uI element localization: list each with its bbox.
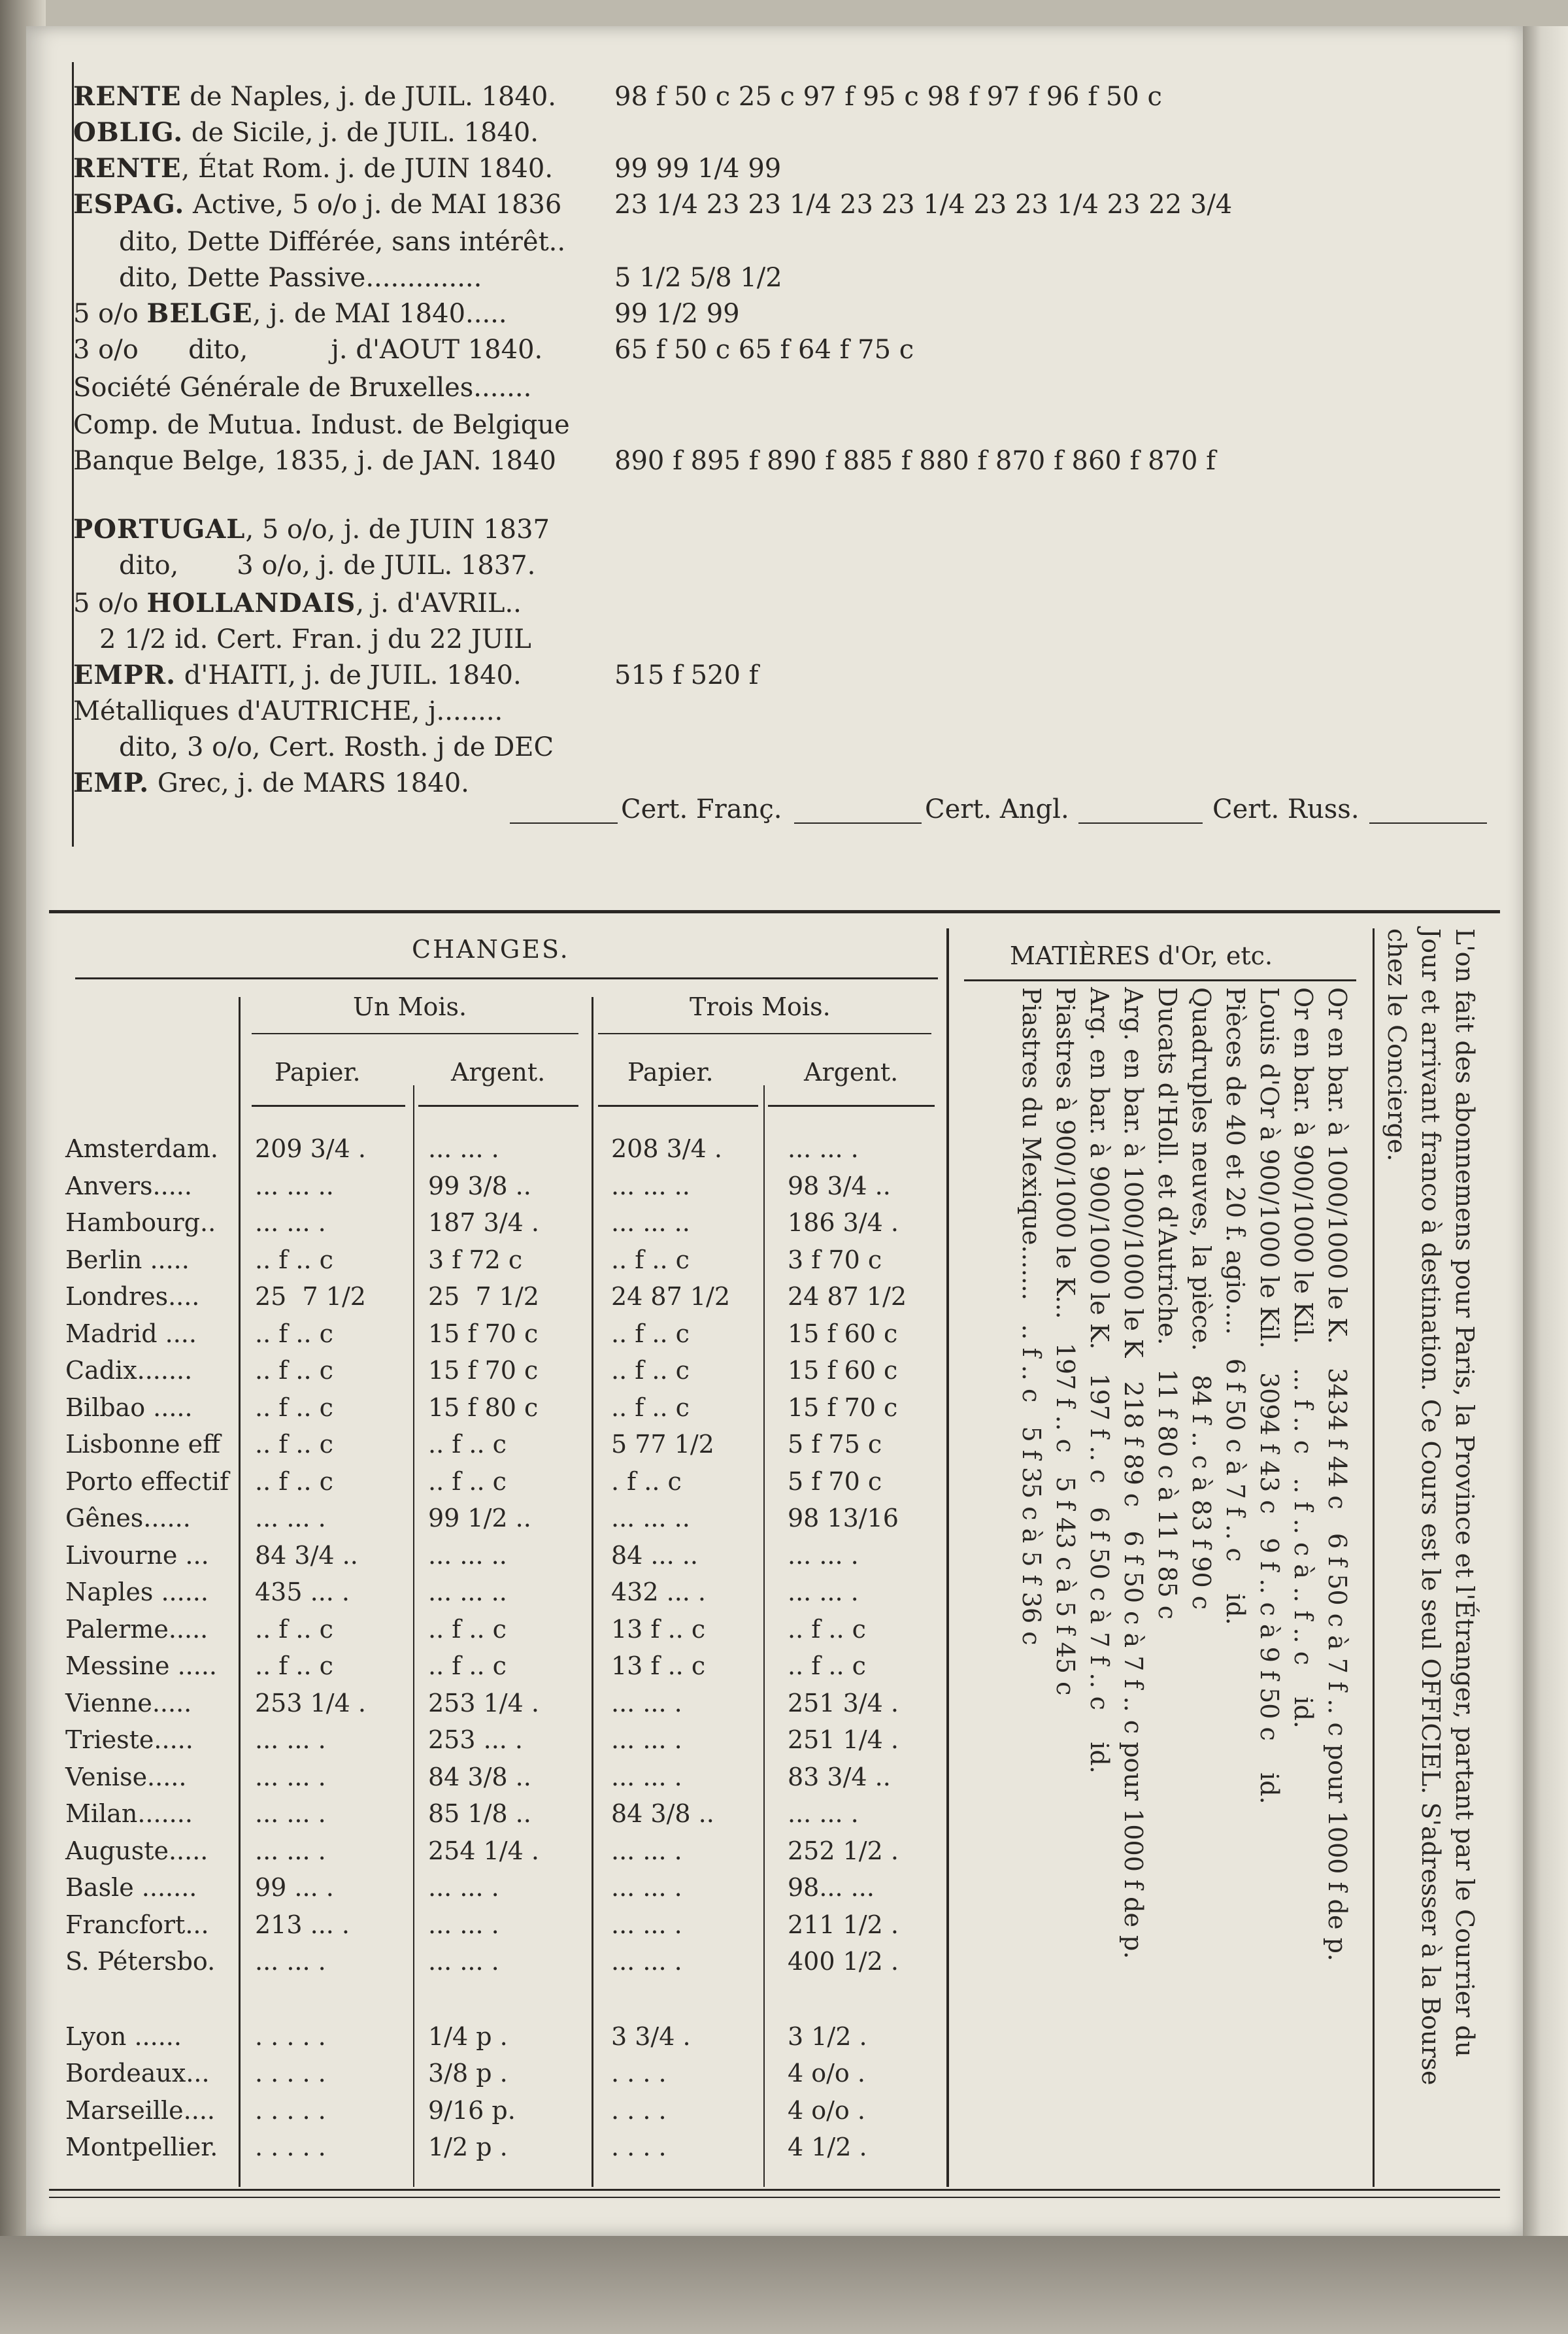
matieres-item: Ducats d'Holl. et d'Autriche. 11 f 80 c à 11 f 85 c [1153, 987, 1182, 1620]
notice-line: L'on fait des abonnemens pour Paris, la Province et l'Étranger, partant par le Courrier du [1450, 928, 1479, 2057]
trois-mois-argent: 5 f 70 c [788, 1466, 882, 1496]
changes-row [65, 2096, 941, 2133]
un-mois-argent: 99 1/2 .. [428, 1504, 531, 1532]
un-mois-argent: 99 3/8 .. [428, 1171, 531, 1200]
changes-row [65, 1245, 941, 1282]
changes-row [65, 2059, 941, 2095]
trois-mois-papier: ... ... . [611, 1873, 682, 1902]
un-mois-papier: .. f .. c [255, 1651, 333, 1680]
trois-mois-papier: . . . . [611, 2095, 667, 2125]
trois-mois-argent: 3 1/2 . [788, 2021, 867, 2051]
trois-mois-papier: ... ... . [611, 1836, 682, 1865]
col-rule-2 [418, 1105, 578, 1107]
changes-row [65, 1799, 941, 1836]
un-mois-papier: ... ... . [255, 1836, 326, 1865]
changes-row [65, 1282, 941, 1319]
trois-mois-argent: 251 3/4 . [788, 1688, 899, 1717]
un-mois-argent: 254 1/4 . [428, 1836, 539, 1865]
rente-label: Métalliques d'AUTRICHE, j........ [73, 696, 503, 726]
un-mois-papier: 435 ... . [255, 1578, 350, 1606]
rente-value: 23 1/4 23 23 1/4 23 23 1/4 23 23 1/4 23 22 3/4 [614, 190, 1233, 220]
changes-city: Milan....... [65, 1799, 193, 1828]
un-mois-papier: ... ... . [255, 1725, 326, 1754]
rente-label: RENTE de Naples, j. de JUIL. 1840. [73, 81, 557, 112]
section-divider [49, 910, 1500, 913]
changes-row [65, 1947, 941, 1984]
changes-city: Londres.... [65, 1282, 200, 1311]
changes-city: Porto effectif [65, 1466, 229, 1496]
trois-mois-papier: ... ... .. [611, 1171, 690, 1200]
un-mois-papier: . . . . . [255, 2021, 326, 2051]
rente-value: 99 99 1/4 99 [614, 154, 782, 184]
changes-row [65, 1763, 941, 1799]
un-mois-argent: ... ... . [428, 1873, 499, 1902]
un-mois-papier: ... ... .. [255, 1171, 334, 1200]
bottom-rule-1 [49, 2189, 1500, 2191]
un-mois-papier: .. f .. c [255, 1245, 333, 1274]
changes-rule [75, 977, 938, 979]
un-mois-papier: .. f .. c [255, 1614, 333, 1644]
trois-mois-argent: ... ... . [788, 1799, 859, 1828]
changes-row [65, 1651, 941, 1688]
changes-city: Lyon ...... [65, 2021, 182, 2051]
trois-mois-argent: 4 1/2 . [788, 2133, 867, 2161]
trois-mois-argent: ... ... . [788, 1134, 859, 1163]
un-mois-argent: 15 f 70 c [428, 1319, 539, 1348]
changes-row [65, 1393, 941, 1430]
rente-value: 65 f 50 c 65 f 64 f 75 c [614, 335, 914, 365]
trois-mois-papier: ... ... .. [611, 1504, 690, 1532]
changes-row [65, 1578, 941, 1614]
cert-franc-blank [510, 822, 618, 824]
un-mois-papier: ... ... . [255, 1799, 326, 1828]
changes-row [65, 1172, 941, 1208]
trois-mois-argent: 83 3/4 .. [788, 1762, 891, 1791]
rente-label: Banque Belge, 1835, j. de JAN. 1840 [73, 446, 556, 476]
rente-keyword: HOLLANDAIS [146, 588, 356, 618]
changes-city: Vienne..... [65, 1688, 192, 1717]
changes-row [65, 1134, 941, 1171]
trois-mois-papier: . . . . [611, 2059, 667, 2088]
changes-city: Cadix....... [65, 1356, 193, 1385]
trois-mois-argent: 98... ... [788, 1873, 875, 1902]
col-divider-f [1373, 928, 1375, 2187]
trois-mois-argent: ... ... . [788, 1540, 859, 1570]
cert-russ-label: Cert. Russ. [1212, 794, 1359, 824]
matieres-item: Or en bar. à 1000/1000 le K. 3434 f 44 c 6 f 50 c à 7 f .. c pour 1000 f de p. [1323, 987, 1352, 1961]
rente-keyword: OBLIG. [73, 117, 184, 148]
trois-mois-argent: 186 3/4 . [788, 1208, 899, 1237]
changes-city: Marseille.... [65, 2095, 215, 2125]
changes-city: Livourne ... [65, 1540, 209, 1570]
trois-mois-papier: .. f .. c [611, 1319, 690, 1348]
un-mois-papier: . . . . . [255, 2059, 326, 2088]
trois-mois-papier: 208 3/4 . [611, 1134, 722, 1163]
changes-city: Messine ..... [65, 1651, 217, 1680]
un-mois-argent: 3 f 72 c [428, 1245, 523, 1274]
trois-mois-argent: 98 13/16 [788, 1504, 899, 1532]
un-mois-papier: .. f .. c [255, 1319, 333, 1348]
rente-label: 3 o/o dito, j. d'AOUT 1840. [73, 335, 543, 365]
trois-mois-argent: 252 1/2 . [788, 1836, 899, 1865]
un-mois-papier: 209 3/4 . [255, 1134, 366, 1163]
un-mois-papier: .. f .. c [255, 1393, 333, 1422]
trois-mois-papier: 13 f .. c [611, 1651, 706, 1680]
trois-mois-argent: 211 1/2 . [788, 1910, 899, 1939]
un-mois-papier: ... ... . [255, 1762, 326, 1791]
rente-label: EMPR. d'HAITI, j. de JUIL. 1840. [73, 660, 522, 690]
trois-mois-papier: . . . . [611, 2133, 667, 2161]
un-mois-argent: 9/16 p. [428, 2095, 516, 2125]
changes-row [65, 1910, 941, 1947]
facing-page-edge [1523, 26, 1568, 2262]
un-mois-argent: .. f .. c [428, 1466, 507, 1496]
cert-end-blank [1369, 822, 1487, 824]
un-mois-argent: .. f .. c [428, 1614, 507, 1644]
changes-row [65, 2133, 941, 2169]
un-mois-argent: 3/8 p . [428, 2059, 508, 2088]
changes-row [65, 1504, 941, 1540]
un-mois-argent: 1/2 p . [428, 2133, 508, 2161]
un-mois-papier: .. f .. c [255, 1466, 333, 1496]
changes-city: Gênes...... [65, 1504, 191, 1532]
un-mois-papier: . . . . . [255, 2133, 326, 2161]
rente-keyword: EMPR. [73, 660, 176, 690]
rente-value: 890 f 895 f 890 f 885 f 880 f 870 f 860 f 870 f [614, 446, 1216, 476]
cert-franc-label: Cert. Franç. [621, 794, 782, 824]
matieres-item: Piastres à 900/1000 le K... 197 f .. c 5 f 43 c à 5 f 45 c [1051, 987, 1080, 1696]
un-mois-papier: .. f .. c [255, 1430, 333, 1459]
rente-value: 99 1/2 99 [614, 299, 740, 329]
changes-row [65, 1541, 941, 1578]
rente-label: ESPAG. Active, 5 o/o j. de MAI 1836 [73, 189, 562, 220]
page-bottom-edge [0, 2236, 1568, 2334]
changes-city: Amsterdam. [65, 1134, 218, 1163]
changes-city: Madrid .... [65, 1319, 197, 1348]
un-mois-argent: 25 7 1/2 [428, 1282, 539, 1311]
papier-header-3: Papier. [627, 1058, 714, 1087]
col-divider-e [946, 928, 949, 2187]
rente-label: dito, 3 o/o, j. de JUIL. 1837. [119, 550, 536, 581]
un-mois-papier: .. f .. c [255, 1356, 333, 1385]
col-rule-4 [768, 1105, 935, 1107]
rente-keyword: ESPAG. [73, 189, 185, 220]
col-rule-3 [598, 1105, 758, 1107]
changes-row [65, 1467, 941, 1504]
matieres-item: Louis d'Or à 900/1000 le Kil. 3094 f 43 c 9 f .. c à 9 f 50 c id. [1255, 987, 1284, 1804]
un-mois-papier: . . . . . [255, 2095, 326, 2125]
matieres-item: Quadruples neuves, la pièce. 84 f .. c à 83 f 90 c [1187, 987, 1216, 1610]
trois-mois-papier: ... ... . [611, 1910, 682, 1939]
matieres-item: Or en bar. à 900/1000 le Kil. ... f .. c .. f .. c à .. f .. c id. [1289, 987, 1318, 1729]
trois-mois-papier: 432 ... . [611, 1578, 707, 1606]
un-mois-header: Un Mois. [353, 992, 467, 1021]
matieres-item: Arg. en bar. à 1000/1000 le K 218 f 89 c 6 f 50 c à 7 f .. c pour 1000 f de p. [1119, 987, 1148, 1959]
trois-mois-papier: ... ... .. [611, 1208, 690, 1237]
trois-mois-papier: 84 3/8 .. [611, 1799, 714, 1828]
changes-row [65, 1836, 941, 1873]
matieres-title: MATIÈRES d'Or, etc. [1010, 941, 1273, 970]
un-mois-argent: ... ... .. [428, 1540, 507, 1570]
changes-city: Bilbao ..... [65, 1393, 193, 1422]
un-mois-argent: ... ... . [428, 1134, 499, 1163]
rente-label: RENTE, État Rom. j. de JUIN 1840. [73, 153, 554, 184]
changes-city: Bordeaux... [65, 2059, 210, 2088]
trois-mois-argent: .. f .. c [788, 1651, 866, 1680]
changes-city: Francfort... [65, 1910, 209, 1939]
trois-mois-argent: ... ... . [788, 1578, 859, 1606]
changes-city: Trieste..... [65, 1725, 193, 1754]
changes-row [65, 1356, 941, 1393]
trois-mois-argent: 5 f 75 c [788, 1430, 882, 1459]
un-mois-argent: .. f .. c [428, 1651, 507, 1680]
matieres-item: Pièces de 40 et 20 f. agio.... 6 f 50 c à 7 f .. c id. [1221, 987, 1250, 1625]
trois-mois-papier: ... ... . [611, 1947, 682, 1976]
changes-city: Berlin ..... [65, 1245, 190, 1274]
trois-mois-argent: .. f .. c [788, 1614, 866, 1644]
trois-mois-papier: . f .. c [611, 1466, 682, 1496]
rente-value: 515 f 520 f [614, 660, 759, 690]
bottom-rule-2 [49, 2197, 1500, 2198]
trois-mois-papier: 13 f .. c [611, 1614, 706, 1644]
trois-mois-papier: 24 87 1/2 [611, 1282, 731, 1311]
un-mois-argent: 15 f 80 c [428, 1393, 539, 1422]
changes-row [65, 1689, 941, 1725]
rente-label: Comp. de Mutua. Indust. de Belgique [73, 410, 570, 440]
rente-label: Société Générale de Bruxelles....... [73, 373, 532, 403]
rente-keyword: RENTE [73, 81, 182, 112]
trois-mois-argent: 15 f 70 c [788, 1393, 898, 1422]
trois-mois-papier: .. f .. c [611, 1245, 690, 1274]
trois-mois-argent: 15 f 60 c [788, 1319, 898, 1348]
un-mois-papier: ... ... . [255, 1947, 326, 1976]
rente-label: 2 1/2 id. Cert. Fran. j du 22 JUIL [99, 624, 531, 654]
rente-label: EMP. Grec, j. de MARS 1840. [73, 768, 469, 798]
trois-mois-argent: 251 1/4 . [788, 1725, 899, 1754]
changes-row [65, 1873, 941, 1910]
changes-row [65, 2022, 941, 2059]
trois-mois-papier: 5 77 1/2 [611, 1430, 714, 1459]
trois-mois-argent: 400 1/2 . [788, 1947, 899, 1976]
trois-mois-papier: ... ... . [611, 1725, 682, 1754]
trois-mois-argent: 98 3/4 .. [788, 1171, 891, 1200]
changes-city: Anvers..... [65, 1171, 192, 1200]
un-mois-argent: 253 ... . [428, 1725, 524, 1754]
rente-label: OBLIG. de Sicile, j. de JUIL. 1840. [73, 117, 539, 148]
changes-city: Lisbonne eff [65, 1430, 221, 1459]
rente-value: 5 1/2 5/8 1/2 [614, 263, 782, 293]
un-mois-papier: 253 1/4 . [255, 1688, 366, 1717]
trois-mois-papier: 3 3/4 . [611, 2021, 691, 2051]
trois-mois-rule [598, 1033, 931, 1034]
argent-header-3: Argent. [804, 1058, 899, 1087]
rente-keyword: RENTE [73, 153, 182, 184]
un-mois-argent: 1/4 p . [428, 2021, 508, 2051]
papier-header-1: Papier. [275, 1058, 361, 1087]
rente-label: dito, Dette Différée, sans intérêt.. [119, 227, 566, 257]
rente-label: 5 o/o BELGE, j. de MAI 1840..... [73, 298, 507, 329]
trois-mois-argent: 24 87 1/2 [788, 1282, 907, 1311]
un-mois-argent: 253 1/4 . [428, 1688, 539, 1717]
un-mois-argent: ... ... .. [428, 1578, 507, 1606]
rente-label: dito, Dette Passive.............. [119, 263, 482, 293]
un-mois-argent: 15 f 70 c [428, 1356, 539, 1385]
un-mois-papier: 84 3/4 .. [255, 1540, 358, 1570]
changes-city: Naples ...... [65, 1578, 209, 1606]
un-mois-papier: 213 ... . [255, 1910, 350, 1939]
trois-mois-argent: 4 o/o . [788, 2095, 865, 2125]
rente-label: PORTUGAL, 5 o/o, j. de JUIN 1837 [73, 514, 550, 545]
changes-row [65, 1319, 941, 1356]
un-mois-papier: ... ... . [255, 1504, 326, 1532]
trois-mois-papier: 84 ... .. [611, 1540, 698, 1570]
trois-mois-header: Trois Mois. [690, 992, 831, 1021]
cert-russ-blank [1078, 822, 1203, 824]
notice-line: Jour et arrivant franco à destination. Ce Cours est le seul OFFICIEL. S'adresser à la Bourse [1416, 928, 1445, 2086]
changes-city: Venise..... [65, 1762, 187, 1791]
notice-line: chez le Concierge. [1382, 928, 1411, 1162]
changes-city: S. Pétersbo. [65, 1947, 216, 1976]
rente-value: 98 f 50 c 25 c 97 f 95 c 98 f 97 f 96 f 50 c [614, 82, 1162, 112]
un-mois-argent: ... ... . [428, 1910, 499, 1939]
rente-keyword: PORTUGAL [73, 514, 246, 545]
changes-city: Hambourg.. [65, 1208, 216, 1237]
changes-row [65, 1725, 941, 1762]
un-mois-argent: 85 1/8 .. [428, 1799, 531, 1828]
rente-keyword: BELGE [146, 298, 253, 329]
changes-city: Montpellier. [65, 2133, 218, 2161]
trois-mois-argent: 3 f 70 c [788, 1245, 882, 1274]
matieres-rule [964, 979, 1356, 981]
matieres-item: Piastres du Mexique....... .. f .. c 5 f 35 c à 5 f 36 c [1017, 987, 1046, 1646]
changes-row [65, 1615, 941, 1651]
col-rule-1 [252, 1105, 405, 1107]
changes-city: Auguste..... [65, 1836, 209, 1865]
rente-label: dito, 3 o/o, Cert. Rosth. j de DEC [119, 732, 554, 762]
cert-angl-label: Cert. Angl. [925, 794, 1069, 824]
rente-keyword: EMP. [73, 768, 150, 798]
un-mois-papier: ... ... . [255, 1208, 326, 1237]
un-mois-papier: 25 7 1/2 [255, 1282, 366, 1311]
un-mois-argent: ... ... . [428, 1947, 499, 1976]
trois-mois-argent: 15 f 60 c [788, 1356, 898, 1385]
matieres-item: Arg. en bar. à 900/1000 le K. 197 f .. c 6 f 50 c à 7 f .. c id. [1085, 987, 1114, 1774]
changes-row [65, 1208, 941, 1245]
changes-city: Palerme..... [65, 1614, 209, 1644]
trois-mois-papier: .. f .. c [611, 1356, 690, 1385]
changes-city: Basle ....... [65, 1873, 197, 1902]
trois-mois-papier: ... ... . [611, 1688, 682, 1717]
un-mois-argent: 84 3/8 .. [428, 1762, 531, 1791]
un-mois-argent: .. f .. c [428, 1430, 507, 1459]
changes-row [65, 1430, 941, 1466]
cert-angl-blank [794, 822, 922, 824]
trois-mois-argent: 4 o/o . [788, 2059, 865, 2088]
rente-label: 5 o/o HOLLANDAIS, j. d'AVRIL.. [73, 588, 522, 618]
trois-mois-papier: ... ... . [611, 1762, 682, 1791]
trois-mois-papier: .. f .. c [611, 1393, 690, 1422]
un-mois-rule [252, 1033, 578, 1034]
un-mois-papier: 99 ... . [255, 1873, 334, 1902]
changes-title: CHANGES. [412, 935, 570, 964]
un-mois-argent: 187 3/4 . [428, 1208, 539, 1237]
argent-header-1: Argent. [451, 1058, 546, 1087]
